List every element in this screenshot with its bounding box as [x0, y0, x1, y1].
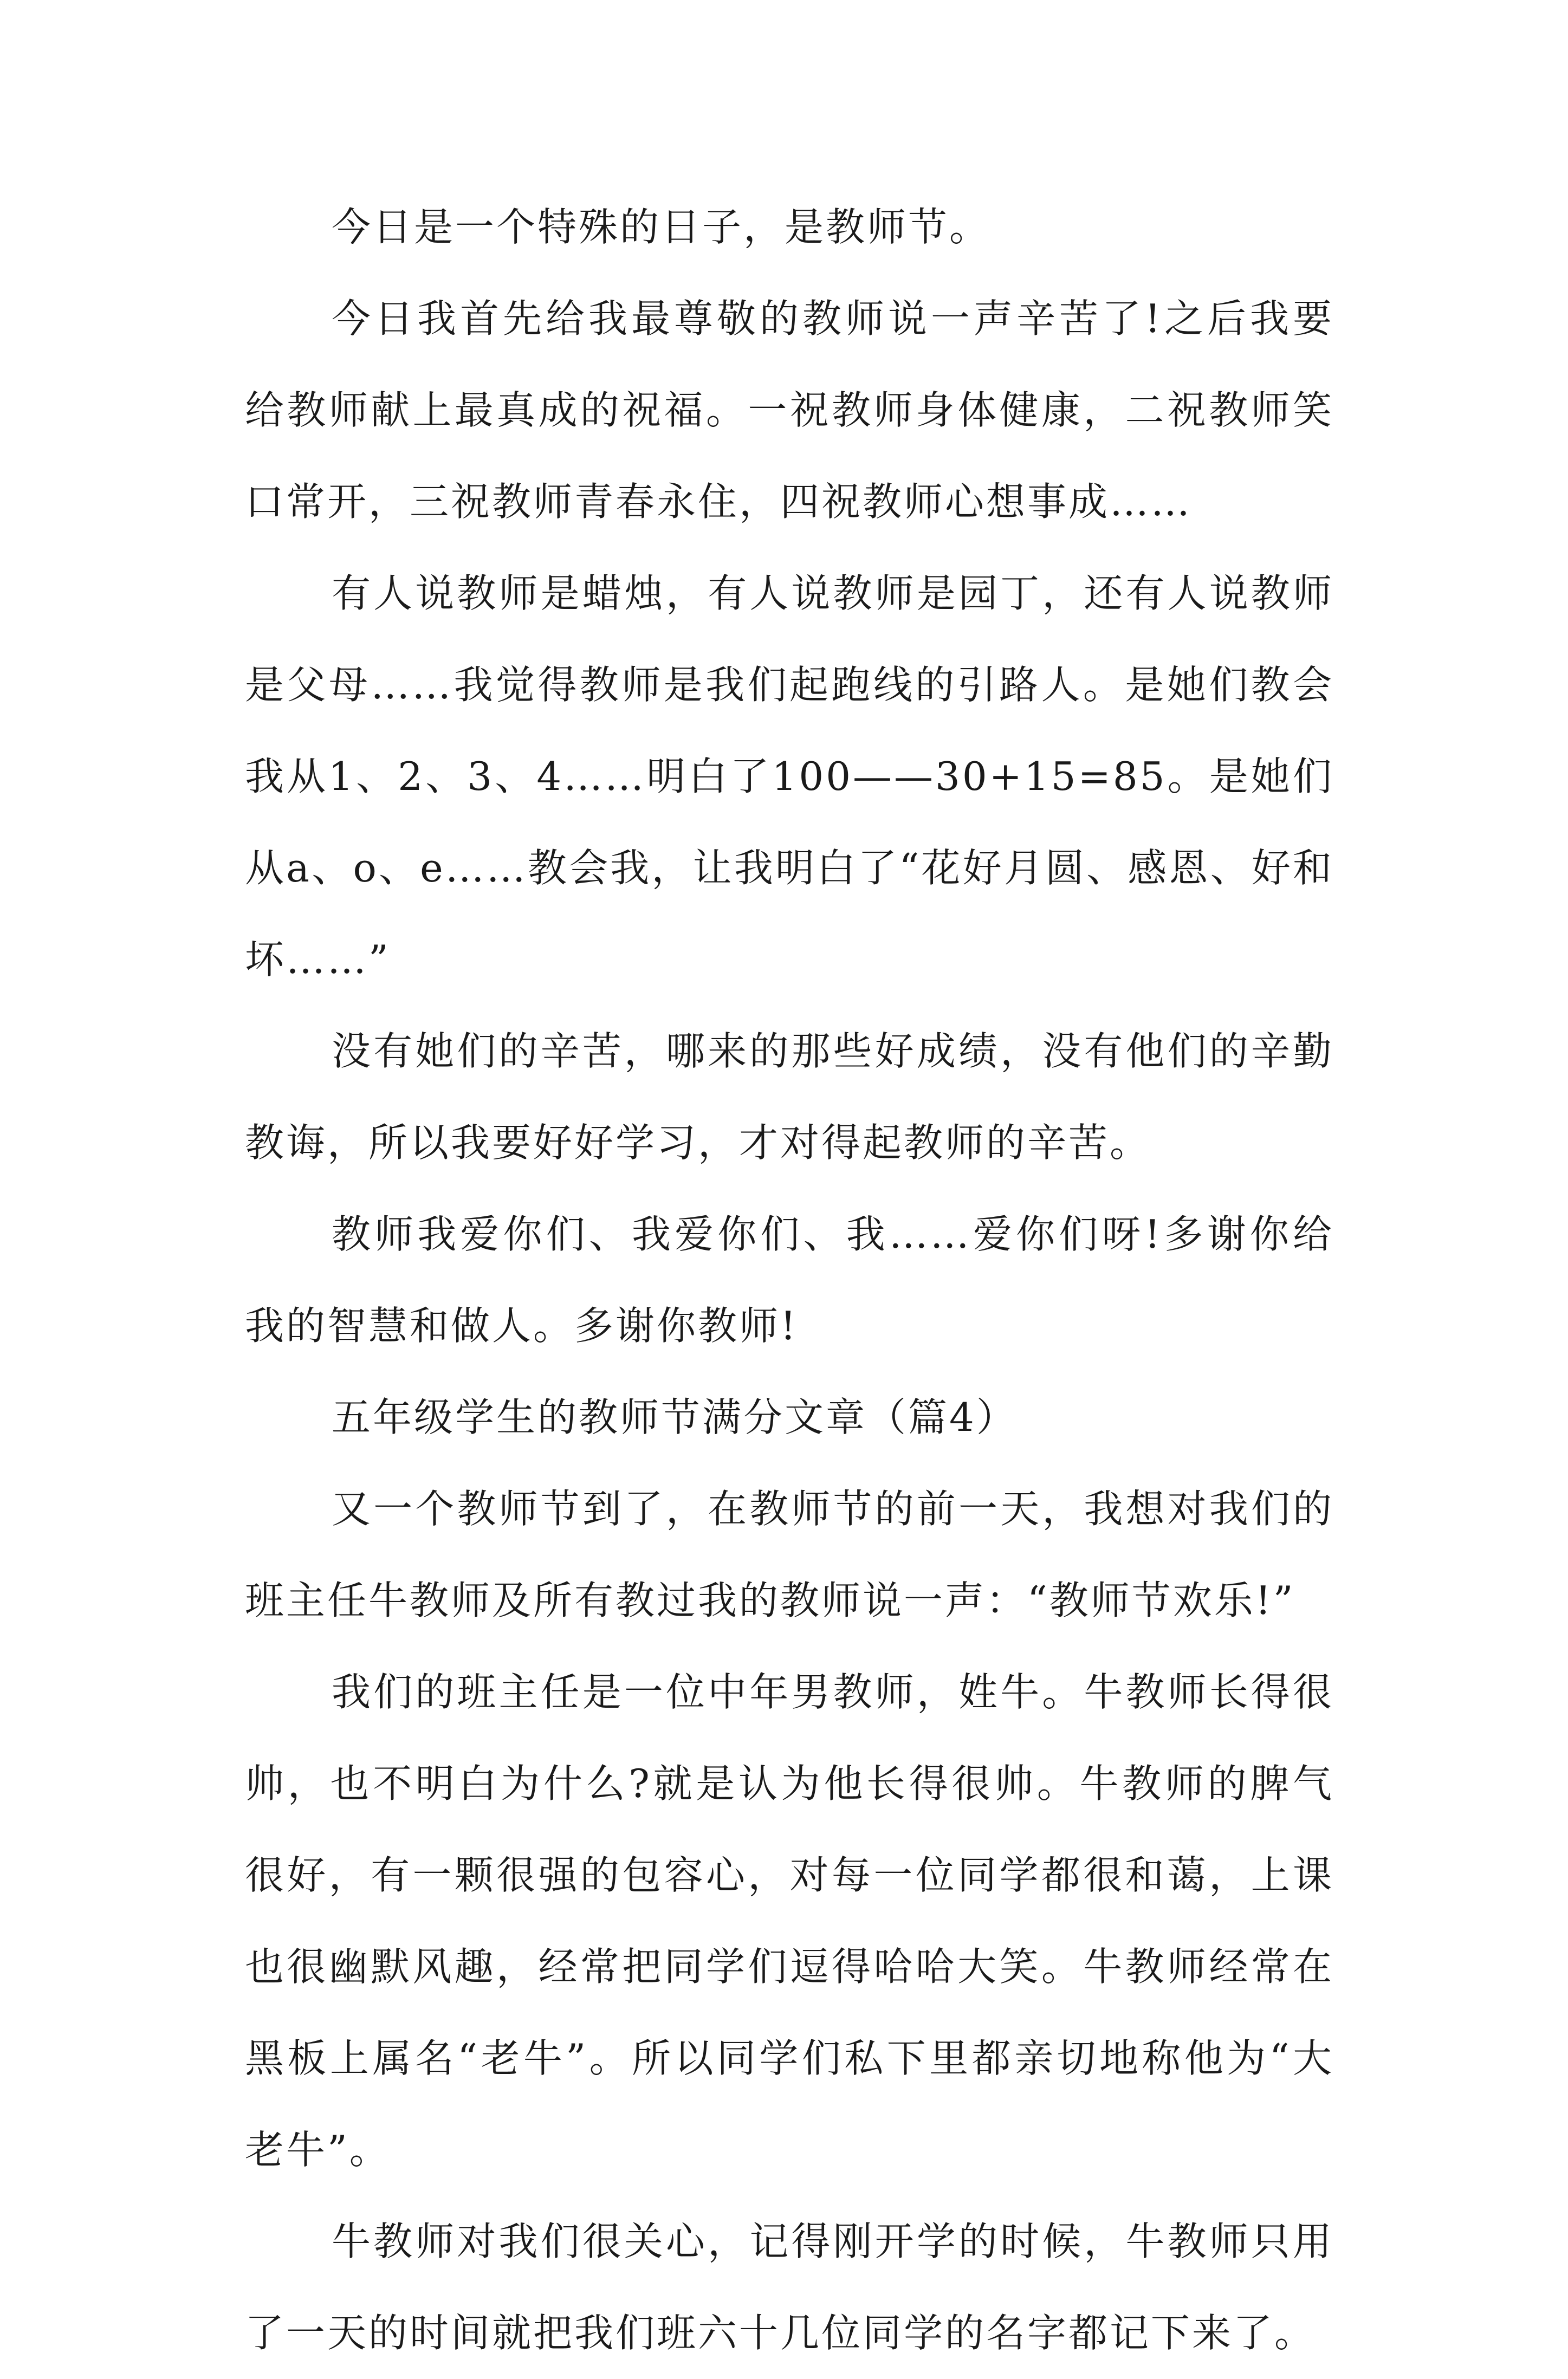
paragraph-class-teacher: 我们的班主任是一位中年男教师，姓牛。牛教师长得很帅，也不明白为什么?就是认为他长得很帅。牛教师的脾气很好，有一颗很强的包容心，对每一位同学都很和蔼，上课也很幽默风趣，经常把同学们逗得哈哈大笑。牛教师经常在黑板上属名“老牛”。所以同学们私下里都亲切地称他为“大老牛”。	[245, 1669, 1334, 2173]
paragraph-gratitude: 没有她们的辛苦，哪来的那些好成绩，没有他们的辛勤教诲，所以我要好好学习，才对得起教师的辛苦。	[245, 1028, 1334, 1165]
paragraph-love-teachers: 教师我爱你们、我爱你们、我……爱你们呀!多谢你给我的智慧和做人。多谢你教师!	[245, 1211, 1334, 1349]
paragraph-teacher-metaphors: 有人说教师是蜡烛，有人说教师是园丁，还有人说教师是父母……我觉得教师是我们起跑线的引路人。是她们教会我从1、2、3、4……明白了100——30+15=85。是她们从a、o、e……教会我，让我明白了“花好月圆、感恩、好和坏……”	[245, 571, 1334, 982]
paragraph-blessings: 今日我首先给我最尊敬的教师说一声辛苦了!之后我要给教师献上最真成的祝福。一祝教师身体健康，二祝教师笑口常开，三祝教师青春永住，四祝教师心想事成……	[245, 296, 1334, 524]
paragraph-teacher-care: 牛教师对我们很关心，记得刚开学的时候，牛教师只用了一天的时间就把我们班六十几位同学的名字都记下来了。	[245, 2219, 1334, 2356]
document-page	[245, 181, 1334, 2379]
section-heading: 五年级学生的教师节满分文章（篇4）	[332, 1395, 1018, 1440]
paragraph-teachers-day: 又一个教师节到了，在教师节的前一天，我想对我们的班主任牛教师及所有教过我的教师说一声：“教师节欢乐!”	[245, 1486, 1334, 1623]
paragraph-opening: 今日是一个特殊的日子，是教师节。	[332, 204, 991, 250]
